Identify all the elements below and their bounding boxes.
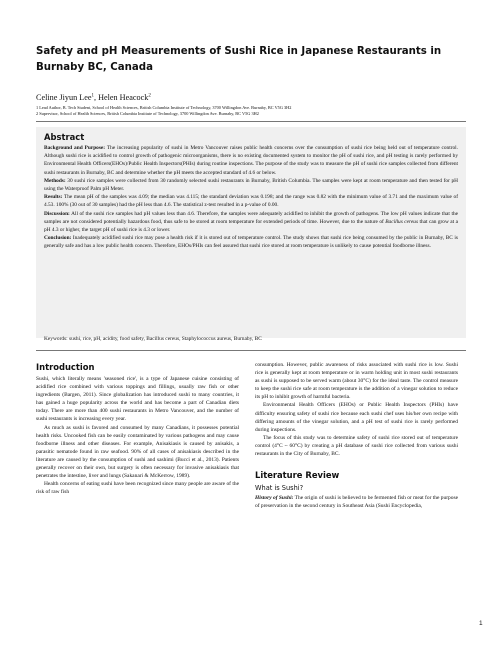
history-text: The origin of sushi is believed to be fermented fish or meat for the purpose of preservation in the second century in Southeast Asia (Sushi Encyclopedia,	[255, 495, 458, 510]
keywords-divider	[36, 350, 466, 351]
history-label: History of Sushi:	[255, 495, 294, 502]
results-text: The mean pH of the samples was 4.09; the median was 4.115; the standard deviation was 0.198; and the range was 0.82 with the minimum value of 3.71 and the maximum value of 4.53. 100% (30 out of 30 samples) had the pH less than 4.6. The statistical z-test resulted in a p-value of 0.00.	[44, 194, 458, 209]
author-1-name: Celine Jiyun Lee	[36, 93, 92, 102]
author-2-name: Helen Heacock	[98, 93, 149, 102]
abstract-heading: Abstract	[44, 132, 85, 142]
methods-text: 30 sushi rice samples were collected from 30 randomly selected sushi restaurants in Burnaby, British Columbia. The samples were kept at room temperature and then tested for pH using the Waterproof Palm pH Meter.	[44, 177, 458, 193]
conclusion-label: Conclusion:	[44, 235, 72, 242]
discussion-label: Discussion:	[44, 210, 70, 217]
results-label: Results:	[44, 194, 63, 201]
paper-title: Safety and pH Measurements of Sushi Rice in Japanese Restaurants in Burnaby BC, Canada	[36, 46, 442, 73]
column-right	[255, 361, 458, 510]
intro-paragraph-1: Sushi, which literally means 'seasoned rice', is a type of Japanese cuisine consisting of acidified rice combined with various toppings and fillings, usually raw fish or other ingredients (Bargen, 2011). Since globalization has introduced sushi to many countries, it has gained a huge popularity across the world and has become a part of Canadian diets today. There are more than 400 sushi restaurants in Metro Vancouver, and the number of sushi restaurants is increasing every year.	[36, 376, 239, 423]
literature-review-heading: Literature Review	[255, 470, 340, 481]
background-text: The increasing popularity of sushi in Metro Vancouver raises public health concerns over the consumption of sushi rice being held out of temperature control. Although sushi rice is acidified to control growth of pathogenic microorganisms, there is no existing documented system to monitor the pH of sushi rice, and pH testing is rarely performed by Environmental Health Officers(EHOs)/Public Health Inspectors(PHIs) during routine inspections. The purpose of the study was to measure the pH of sushi rice samples collected from different sushi restaurants in Burnaby, BC and determine whether the pH meets the accepted standard of 4.6 or below.	[44, 145, 458, 176]
author-line	[36, 93, 151, 102]
introduction-heading: Introduction	[36, 362, 95, 372]
intro-paragraph-4: consumption. However, public awareness of risks associated with sushi rice is low. Sushi rice is generally kept at room temperature or in warm holding unit in most sushi restaurants as sushi is supposed to be served warm (about 30°C) for the ideal taste. The control measure to keep the sushi rice safe at room temperature is the addition of a vinegar solution to reduce its pH to inhibit growth of harmful bacteria.	[255, 362, 458, 401]
abstract-body	[44, 144, 458, 251]
history-paragraph	[255, 494, 458, 510]
conclusion-text: Inadequately acidified sushi rice may pose a health risk if it is stored out of temperature control. The study shows that sushi rice being consumed by the public in Burnaby, BC is generally safe and has a low public health concern. Therefore, EHOs/PHIs can feel assured that sushi rice stored at room temperature is unlikely to cause potential foodborne illness.	[44, 235, 458, 250]
methods-label: Methods:	[44, 177, 66, 184]
intro-paragraph-3: Health concerns of eating sushi have been recognized since many people are aware of the risk of raw fish	[36, 481, 239, 496]
affiliation-2: 2 Supervisor, School of Health Sciences, British Columbia Institute of Technology, 3700 Willingdon Ave. Burnaby, BC V5G 3H2	[36, 111, 259, 116]
keywords: Keywords: sushi, rice, pH, acidity, food safety, Bacillus cereus, Staphylococcus aureus, Burnaby, BC	[44, 336, 262, 342]
affiliation-1: 1 Lead Author, B. Tech Student, School of Health Sciences, British Columbia Institute of Technology, 3700 Willingdon Ave. Burnaby, BC V5G 3H2	[36, 105, 292, 110]
what-is-sushi-subheading: What is Sushi?	[255, 484, 304, 493]
discussion-italic: Bacillus cereus	[385, 218, 419, 225]
header-divider	[36, 121, 466, 122]
column-left	[36, 361, 239, 496]
author-1-sup: 1	[91, 93, 94, 99]
background-label: Background and Purpose:	[44, 145, 106, 151]
intro-paragraph-2: As much as sushi is favored and consumed by many Canadians, it possesses potential health risks. Uncooked fish can be easily contaminated by various pathogens and may cause foodborne illness and other diseases. For example, Anisakiasis is caused by anisakis, a parasitic nematode found in raw seafood. 90% of all cases of anisakiasis described in the literature are caused by the consumption of sushi and sashimi (Bucci et al., 2013). Patients generally recover on their own, but surgery is often necessary for invasive anisakiasis that penetrates the intestine, liver and lungs (Sakanari & McKerrow, 1989).	[36, 424, 239, 480]
discussion-text-1: All of the sushi rice samples had pH values less than 4.6. Therefore, the samples were adequately acidified to inhibit the growth of pathogens. The low pH values indicate that the samples are not considered potentially hazardous food, thus safe to be stored at room temperature for extended periods of time. However, due to the nature of	[44, 210, 458, 225]
intro-paragraph-6: The focus of this study was to determine safety of sushi rice stored out of temperature control (4°C ~ 60°C) by creating a pH database of sushi rice collected from various sushi restaurants in the City of Burnaby, BC.	[255, 434, 458, 458]
intro-paragraph-5: Environmental Health Officers (EHOs) or Public Health Inspectors (PHIs) have difficulty ensuring safety of sushi rice because each sushi chef uses his/her own recipe with differing amounts of the vinegar solution, and a pH test of sushi rice is rarely performed during inspections.	[255, 402, 458, 433]
discussion-text-2: that can grow at a pH 4.3 or higher, the target pH of sushi rice is 4.3 or lower.	[44, 218, 458, 234]
author-2-sup: 2	[148, 93, 151, 99]
section-spacer	[255, 458, 458, 469]
author-separator: ,	[93, 93, 99, 102]
page-number: 1	[479, 620, 483, 627]
